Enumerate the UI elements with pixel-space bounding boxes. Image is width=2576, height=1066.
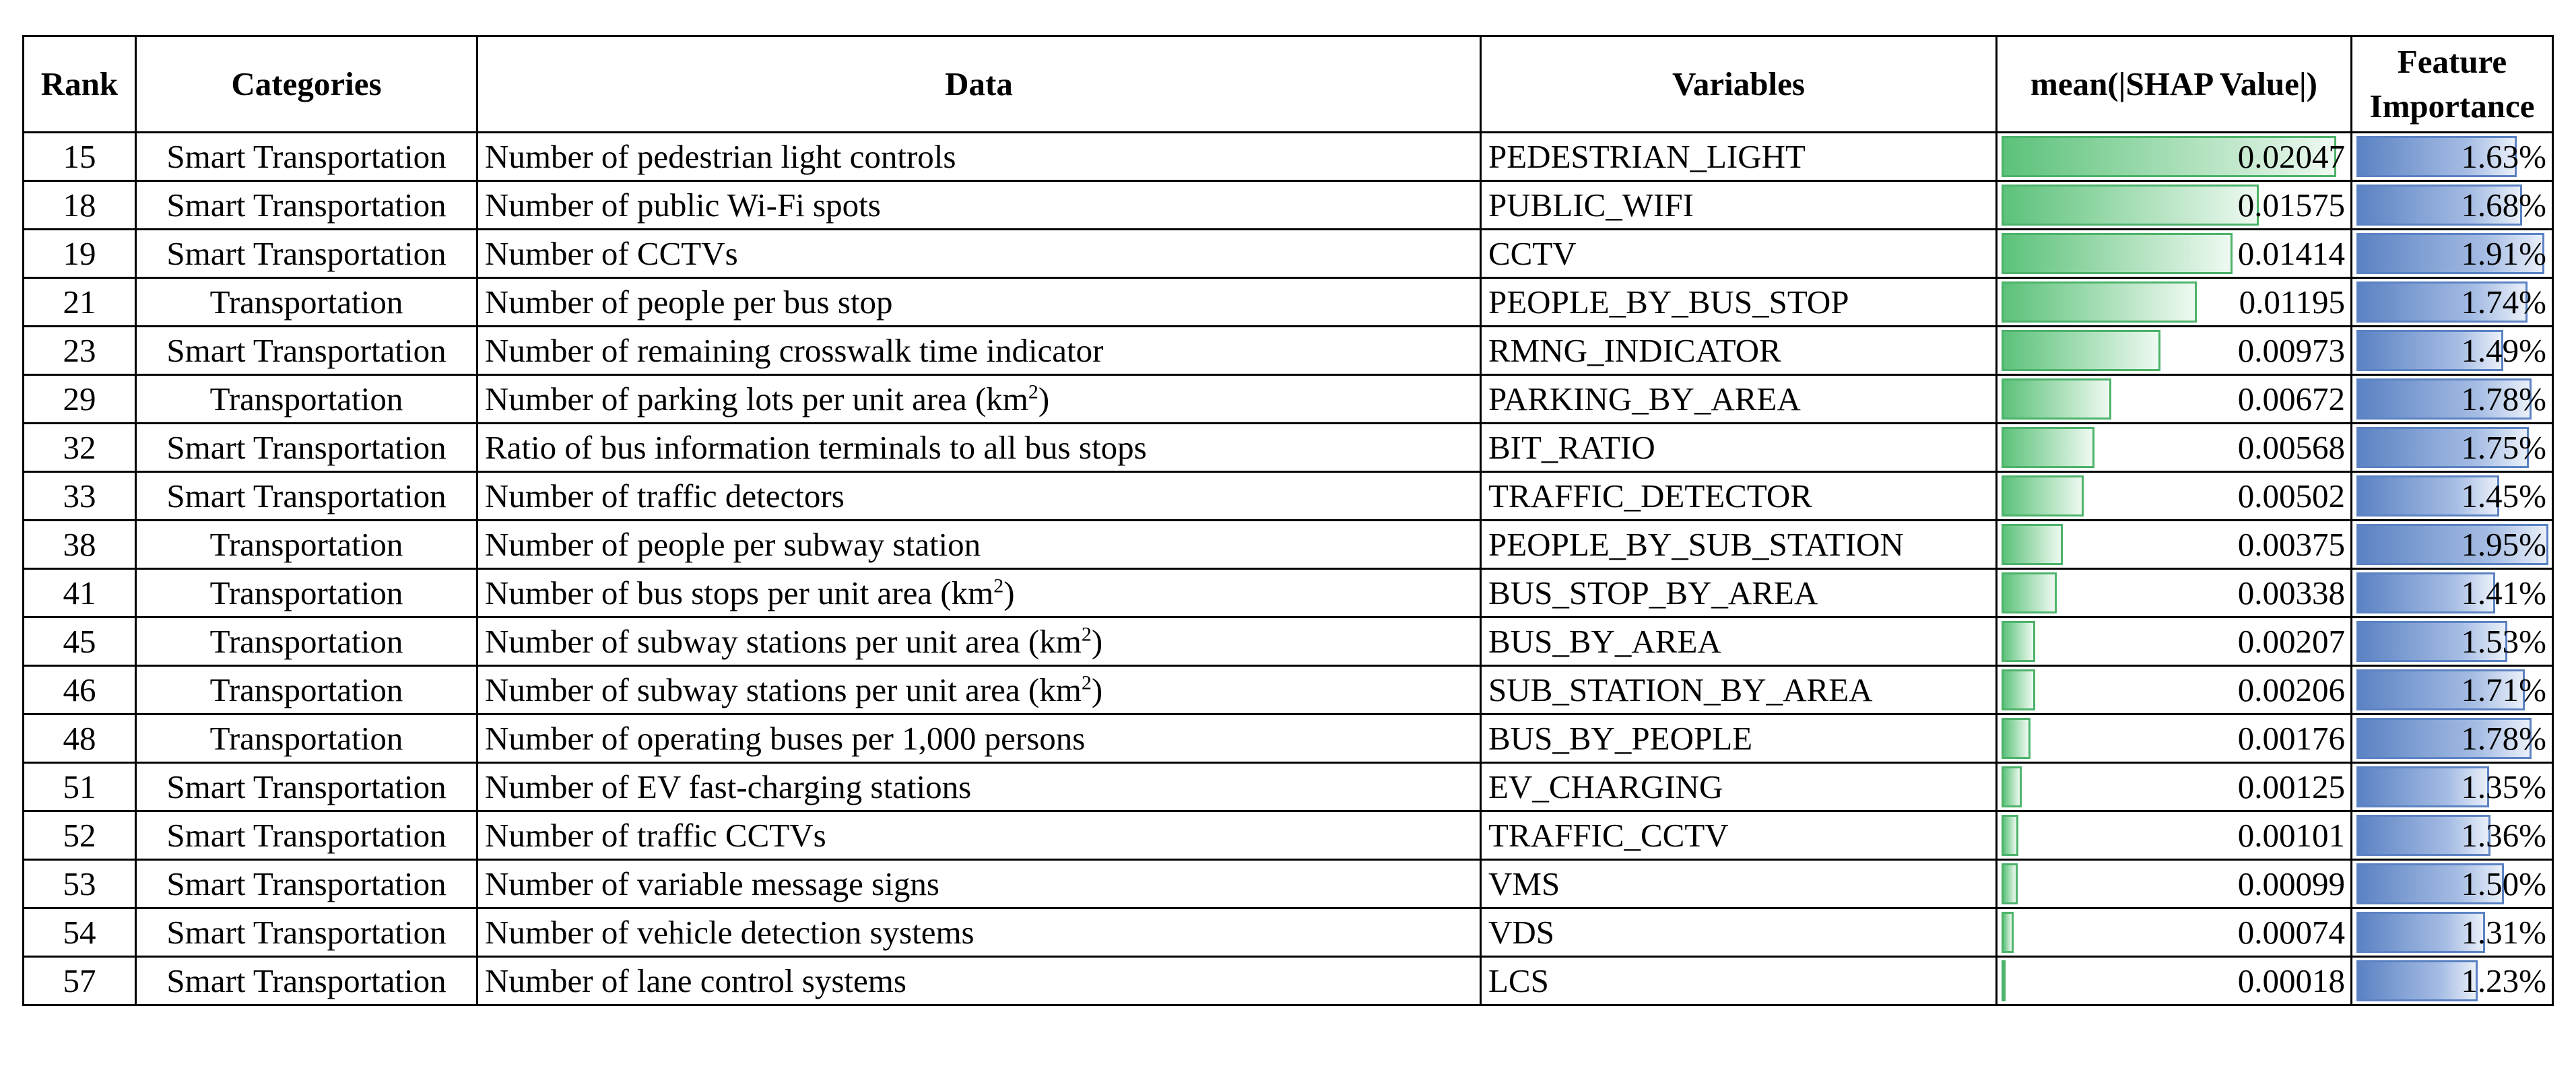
- feature-importance-value-label: 1.78%: [2461, 380, 2546, 418]
- data-cell: [477, 714, 1481, 763]
- data-cell: [477, 424, 1481, 472]
- table-row: [24, 957, 2553, 1005]
- table-row: [24, 181, 2553, 230]
- shap-value-label: 0.00125: [2237, 768, 2345, 805]
- variable-cell: VMS: [1481, 860, 1997, 908]
- category-cell: Smart Transportation: [136, 957, 477, 1005]
- variable-cell: BUS_BY_PEOPLE: [1481, 714, 1997, 763]
- data-text-tail: ): [1003, 574, 1015, 611]
- category-cell: Smart Transportation: [136, 133, 477, 181]
- category-cell: Smart Transportation: [136, 860, 477, 908]
- shap-value-label: 0.00375: [2237, 526, 2345, 563]
- data-text: Ratio of bus information terminals to all bus stops: [485, 429, 1147, 466]
- shap-cell: [1997, 327, 2352, 375]
- shap-bar: [2002, 718, 2030, 759]
- table-row: [24, 327, 2553, 375]
- feature-importance-cell: [2352, 230, 2553, 278]
- data-text: Number of people per bus stop: [485, 284, 893, 321]
- data-cell: [477, 569, 1481, 618]
- table-row: [24, 860, 2553, 908]
- variable-cell: SUB_STATION_BY_AREA: [1481, 666, 1997, 714]
- shap-cell: [1997, 521, 2352, 569]
- shap-value-label: 0.00207: [2237, 623, 2345, 660]
- data-cell: [477, 375, 1481, 424]
- data-cell: [477, 811, 1481, 860]
- variable-cell: PARKING_BY_AREA: [1481, 375, 1997, 424]
- shap-cell: [1997, 714, 2352, 763]
- data-text-tail: ): [1091, 671, 1103, 708]
- shap-cell: [1997, 908, 2352, 957]
- feature-importance-value-label: 1.45%: [2461, 477, 2546, 514]
- shap-value-label: 0.01575: [2237, 187, 2345, 224]
- shap-bar: [2002, 912, 2014, 953]
- data-cell: [477, 763, 1481, 811]
- shap-bar: [2002, 475, 2084, 517]
- data-cell: [477, 181, 1481, 230]
- data-text-tail: ): [1091, 623, 1103, 660]
- category-cell: Smart Transportation: [136, 230, 477, 278]
- data-text: Number of parking lots per unit area (km: [485, 380, 1028, 418]
- feature-importance-cell: [2352, 424, 2553, 472]
- shap-value-label: 0.00074: [2237, 914, 2345, 951]
- shap-value-label: 0.00502: [2237, 477, 2345, 514]
- shap-bar: [2002, 669, 2035, 710]
- shap-cell: [1997, 133, 2352, 181]
- shap-cell: [1997, 472, 2352, 521]
- variable-cell: VDS: [1481, 908, 1997, 957]
- rank-cell: 38: [24, 521, 136, 569]
- variable-cell: PEOPLE_BY_BUS_STOP: [1481, 278, 1997, 327]
- shap-cell: [1997, 569, 2352, 618]
- data-cell: [477, 472, 1481, 521]
- rank-cell: 54: [24, 908, 136, 957]
- feature-importance-cell: [2352, 181, 2553, 230]
- rank-cell: 57: [24, 957, 136, 1005]
- superscript: 2: [1028, 380, 1038, 403]
- feature-importance-bar: [2356, 960, 2478, 1001]
- table-row: [24, 424, 2553, 472]
- feature-importance-cell: [2352, 666, 2553, 714]
- rank-cell: 52: [24, 811, 136, 860]
- shap-bar: [2002, 815, 2018, 856]
- variable-cell: BUS_STOP_BY_AREA: [1481, 569, 1997, 618]
- table-row: [24, 521, 2553, 569]
- table-row: [24, 666, 2553, 714]
- feature-importance-cell: [2352, 908, 2553, 957]
- data-text: Number of vehicle detection systems: [485, 914, 975, 951]
- header-data: Data: [477, 36, 1481, 133]
- data-cell: [477, 860, 1481, 908]
- category-cell: Transportation: [136, 618, 477, 666]
- feature-importance-value-label: 1.41%: [2461, 574, 2546, 611]
- rank-cell: 45: [24, 618, 136, 666]
- shap-value-label: 0.00338: [2237, 574, 2345, 611]
- data-cell: [477, 666, 1481, 714]
- feature-importance-value-label: 1.23%: [2461, 962, 2546, 999]
- category-cell: Smart Transportation: [136, 181, 477, 230]
- shap-value-label: 0.02047: [2237, 138, 2345, 175]
- data-text: Number of subway stations per unit area (km: [485, 623, 1082, 660]
- category-cell: Smart Transportation: [136, 811, 477, 860]
- shap-value-label: 0.01195: [2239, 284, 2345, 321]
- category-cell: Transportation: [136, 521, 477, 569]
- rank-cell: 33: [24, 472, 136, 521]
- variable-cell: PEOPLE_BY_SUB_STATION: [1481, 521, 1997, 569]
- data-text: Number of operating buses per 1,000 persons: [485, 720, 1086, 757]
- data-cell: [477, 278, 1481, 327]
- header-feature-importance: Feature Importance: [2352, 36, 2553, 133]
- feature-importance-cell: [2352, 811, 2553, 860]
- data-cell: [477, 908, 1481, 957]
- rank-cell: 53: [24, 860, 136, 908]
- feature-importance-value-label: 1.31%: [2461, 914, 2546, 951]
- shap-bar: [2002, 572, 2057, 613]
- feature-importance-value-label: 1.71%: [2461, 671, 2546, 708]
- data-text: Number of subway stations per unit area (km: [485, 671, 1082, 708]
- variable-cell: TRAFFIC_CCTV: [1481, 811, 1997, 860]
- feature-importance-cell: [2352, 714, 2553, 763]
- feature-importance-cell: [2352, 618, 2553, 666]
- variable-cell: BUS_BY_AREA: [1481, 618, 1997, 666]
- header-rank: Rank: [24, 36, 136, 133]
- category-cell: Smart Transportation: [136, 327, 477, 375]
- shap-cell: [1997, 278, 2352, 327]
- table-row: [24, 472, 2553, 521]
- data-text: Number of public Wi-Fi spots: [485, 187, 881, 224]
- category-cell: Transportation: [136, 666, 477, 714]
- shap-value-label: 0.00018: [2237, 962, 2345, 999]
- feature-importance-cell: [2352, 860, 2553, 908]
- shap-cell: [1997, 230, 2352, 278]
- shap-cell: [1997, 957, 2352, 1005]
- rank-cell: 41: [24, 569, 136, 618]
- table-row: [24, 811, 2553, 860]
- rank-cell: 23: [24, 327, 136, 375]
- header-shap: mean(|SHAP Value|): [1997, 36, 2352, 133]
- shap-bar: [2002, 185, 2259, 226]
- table-row: [24, 133, 2553, 181]
- feature-importance-value-label: 1.63%: [2461, 138, 2546, 175]
- variable-cell: LCS: [1481, 957, 1997, 1005]
- shap-bar: [2002, 233, 2233, 274]
- feature-importance-cell: [2352, 472, 2553, 521]
- data-text: Number of lane control systems: [485, 962, 906, 999]
- table-header-row: [24, 36, 2553, 133]
- variable-cell: BIT_RATIO: [1481, 424, 1997, 472]
- data-text: Number of CCTVs: [485, 235, 738, 272]
- variable-cell: PEDESTRIAN_LIGHT: [1481, 133, 1997, 181]
- feature-importance-value-label: 1.49%: [2461, 332, 2546, 369]
- variable-cell: TRAFFIC_DETECTOR: [1481, 472, 1997, 521]
- data-text: Number of variable message signs: [485, 865, 939, 902]
- shap-feature-table: [22, 35, 2554, 1006]
- shap-bar: [2002, 281, 2197, 323]
- shap-bar: [2002, 378, 2111, 420]
- shap-value-label: 0.00672: [2237, 380, 2345, 418]
- table-row: [24, 763, 2553, 811]
- rank-cell: 21: [24, 278, 136, 327]
- table-row: [24, 230, 2553, 278]
- feature-importance-value-label: 1.68%: [2461, 187, 2546, 224]
- data-cell: [477, 618, 1481, 666]
- shap-cell: [1997, 666, 2352, 714]
- table-row: [24, 908, 2553, 957]
- feature-importance-value-label: 1.50%: [2461, 865, 2546, 902]
- rank-cell: 19: [24, 230, 136, 278]
- feature-importance-value-label: 1.36%: [2461, 817, 2546, 854]
- data-text: Number of traffic detectors: [485, 477, 845, 514]
- shap-bar: [2002, 863, 2018, 904]
- table-row: [24, 375, 2553, 424]
- data-text: Number of bus stops per unit area (km: [485, 574, 994, 611]
- feature-importance-cell: [2352, 957, 2553, 1005]
- data-cell: [477, 327, 1481, 375]
- superscript: 2: [993, 574, 1004, 597]
- feature-importance-value-label: 1.78%: [2461, 720, 2546, 757]
- rank-cell: 15: [24, 133, 136, 181]
- data-text-tail: ): [1038, 380, 1050, 418]
- data-text: Number of remaining crosswalk time indicator: [485, 332, 1104, 369]
- data-text: Number of traffic CCTVs: [485, 817, 826, 854]
- feature-importance-cell: [2352, 763, 2553, 811]
- shap-bar: [2002, 766, 2022, 807]
- category-cell: Smart Transportation: [136, 908, 477, 957]
- variable-cell: RMNG_INDICATOR: [1481, 327, 1997, 375]
- category-cell: Transportation: [136, 569, 477, 618]
- rank-cell: 32: [24, 424, 136, 472]
- feature-importance-value-label: 1.53%: [2461, 623, 2546, 660]
- shap-value-label: 0.01414: [2237, 235, 2345, 272]
- feature-importance-value-label: 1.35%: [2461, 768, 2546, 805]
- category-cell: Transportation: [136, 278, 477, 327]
- shap-cell: [1997, 181, 2352, 230]
- feature-importance-value-label: 1.75%: [2461, 429, 2546, 466]
- shap-bar: [2002, 524, 2063, 565]
- superscript: 2: [1081, 623, 1092, 646]
- variable-cell: EV_CHARGING: [1481, 763, 1997, 811]
- rank-cell: 48: [24, 714, 136, 763]
- category-cell: Smart Transportation: [136, 472, 477, 521]
- shap-cell: [1997, 763, 2352, 811]
- data-text: Number of people per subway station: [485, 526, 981, 563]
- feature-importance-value-label: 1.95%: [2461, 526, 2546, 563]
- shap-value-label: 0.00568: [2237, 429, 2345, 466]
- header-categories: Categories: [136, 36, 477, 133]
- data-cell: [477, 521, 1481, 569]
- header-variables: Variables: [1481, 36, 1997, 133]
- category-cell: Smart Transportation: [136, 424, 477, 472]
- table-row: [24, 569, 2553, 618]
- variable-cell: CCTV: [1481, 230, 1997, 278]
- shap-bar: [2002, 330, 2160, 371]
- category-cell: Smart Transportation: [136, 763, 477, 811]
- shap-cell: [1997, 424, 2352, 472]
- feature-importance-cell: [2352, 327, 2553, 375]
- shap-value-label: 0.00176: [2237, 720, 2345, 757]
- feature-importance-cell: [2352, 569, 2553, 618]
- feature-importance-value-label: 1.74%: [2461, 284, 2546, 321]
- feature-importance-cell: [2352, 278, 2553, 327]
- feature-importance-cell: [2352, 521, 2553, 569]
- shap-bar: [2002, 960, 2006, 1001]
- data-cell: [477, 230, 1481, 278]
- rank-cell: 18: [24, 181, 136, 230]
- shap-cell: [1997, 375, 2352, 424]
- data-cell: [477, 133, 1481, 181]
- feature-importance-cell: [2352, 375, 2553, 424]
- superscript: 2: [1081, 671, 1092, 694]
- data-text: Number of EV fast-charging stations: [485, 768, 972, 805]
- table-row: [24, 618, 2553, 666]
- shap-value-label: 0.00206: [2237, 671, 2345, 708]
- table-body: [24, 133, 2553, 1005]
- variable-cell: PUBLIC_WIFI: [1481, 181, 1997, 230]
- shap-cell: [1997, 811, 2352, 860]
- shap-bar: [2002, 427, 2094, 468]
- shap-value-label: 0.00101: [2237, 817, 2345, 854]
- shap-value-label: 0.00973: [2237, 332, 2345, 369]
- data-cell: [477, 957, 1481, 1005]
- shap-cell: [1997, 860, 2352, 908]
- data-text: Number of pedestrian light controls: [485, 138, 956, 175]
- table-row: [24, 714, 2553, 763]
- rank-cell: 29: [24, 375, 136, 424]
- feature-importance-value-label: 1.91%: [2461, 235, 2546, 272]
- shap-cell: [1997, 618, 2352, 666]
- category-cell: Transportation: [136, 375, 477, 424]
- feature-importance-cell: [2352, 133, 2553, 181]
- rank-cell: 46: [24, 666, 136, 714]
- table-row: [24, 278, 2553, 327]
- shap-bar: [2002, 621, 2035, 662]
- rank-cell: 51: [24, 763, 136, 811]
- shap-value-label: 0.00099: [2237, 865, 2345, 902]
- category-cell: Transportation: [136, 714, 477, 763]
